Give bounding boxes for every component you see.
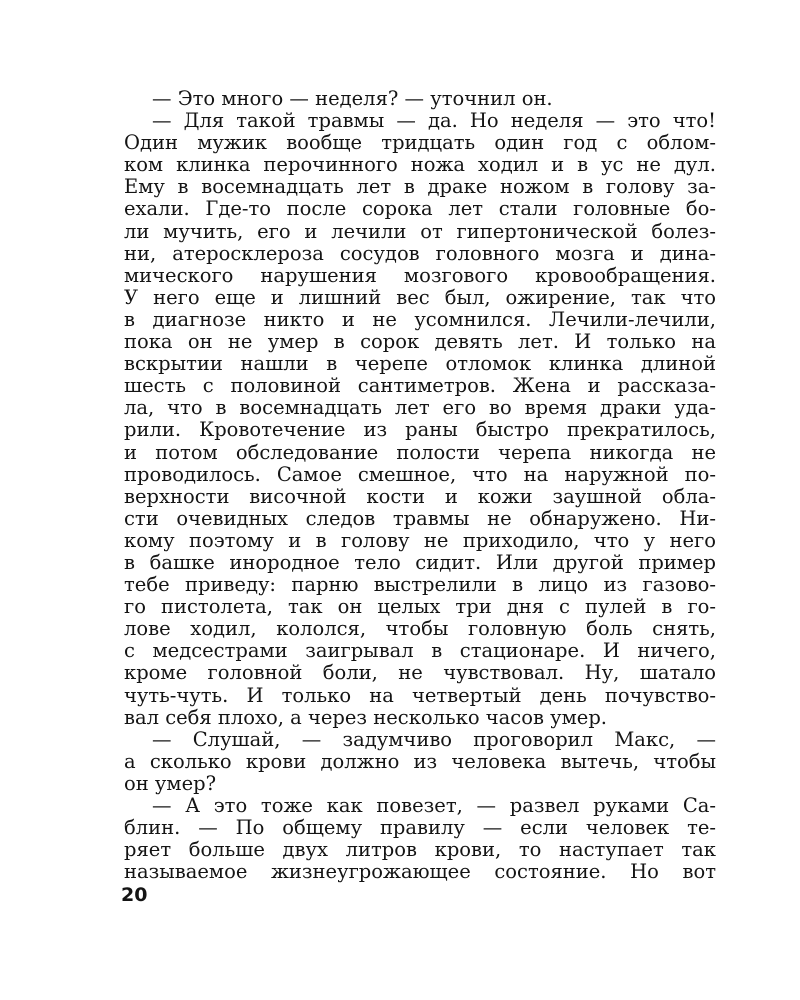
text-line: ла, что в восемнадцать лет его во время драки уда- bbox=[124, 396, 716, 420]
text-line: тебе приведу: парню выстрелили в лицо из газово- bbox=[124, 573, 716, 597]
text-line: — Для такой травмы — да. Но неделя — это что! bbox=[152, 109, 716, 133]
text-line: ряет больше двух литров крови, то наступает так bbox=[124, 838, 716, 862]
text-line: в диагнозе никто и не усомнился. Лечили-лечили, bbox=[124, 307, 716, 331]
page-number: 20 bbox=[121, 884, 148, 906]
text-line: проводилось. Самое смешное, что на наружной по- bbox=[124, 462, 716, 486]
text-line: вал себя плохо, а через несколько часов умер. bbox=[124, 705, 607, 729]
text-line: шесть с половиной сантиметров. Жена и рассказа- bbox=[124, 374, 716, 398]
text-line: чуть-чуть. И только на четвертый день почувство- bbox=[124, 683, 716, 707]
text-line: У него еще и лишний вес был, ожирение, так что bbox=[124, 285, 716, 309]
text-line: — Это много — неделя? — уточнил он. bbox=[152, 87, 553, 110]
text-line: Ему в восемнадцать лет в драке ножом в голову за- bbox=[124, 175, 716, 199]
text-line: верхности височной кости и кожи заушной обла- bbox=[124, 484, 716, 508]
text-line: сти очевидных следов травмы не обнаружено. Ни- bbox=[124, 506, 716, 530]
text-line: — А это тоже как повезет, — развел руками Са- bbox=[152, 794, 716, 817]
text-line: рили. Кровотечение из раны быстро прекратилось, bbox=[124, 418, 716, 442]
body-text bbox=[124, 88, 716, 883]
text-line: го пистолета, так он целых три дня с пулей в го- bbox=[124, 595, 716, 619]
text-line: Один мужик вообще тридцать один год с облом- bbox=[124, 131, 716, 155]
text-line: а сколько крови должно из человека вытечь, чтобы bbox=[124, 749, 716, 773]
text-line: кроме головной боли, не чувствовал. Ну, шатало bbox=[124, 661, 716, 685]
text-line: ком клинка перочинного ножа ходил и в ус не дул. bbox=[124, 153, 716, 177]
text-line: кому поэтому и в голову не приходило, что у него bbox=[124, 528, 716, 552]
text-line: в башке инородное тело сидит. Или другой пример bbox=[124, 550, 716, 574]
text-line: ни, атеросклероза сосудов головного мозга и дина- bbox=[124, 241, 716, 265]
text-line: ли мучить, его и лечили от гипертонической болез- bbox=[124, 219, 716, 243]
text-line: — Слушай, — задумчиво проговорил Макс, — bbox=[152, 727, 716, 751]
text-line: блин. — По общему правилу — если человек те- bbox=[124, 816, 716, 840]
text-line: и потом обследование полости черепа никогда не bbox=[124, 440, 716, 464]
text-line: он умер? bbox=[124, 771, 217, 795]
text-line: пока он не умер в сорок девять лет. И только на bbox=[124, 330, 716, 354]
text-line: вскрытии нашли в черепе отломок клинка длиной bbox=[124, 352, 716, 376]
text-line: мического нарушения мозгового кровообращения. bbox=[124, 263, 716, 287]
text-line: называемое жизнеугрожающее состояние. Но вот bbox=[124, 860, 716, 884]
text-line: лове ходил, кололся, чтобы головную боль снять, bbox=[124, 617, 716, 641]
text-line: с медсестрами заигрывал в стационаре. И ничего, bbox=[124, 639, 716, 663]
text-line: ехали. Где-то после сорока лет стали головные бо- bbox=[124, 197, 716, 221]
